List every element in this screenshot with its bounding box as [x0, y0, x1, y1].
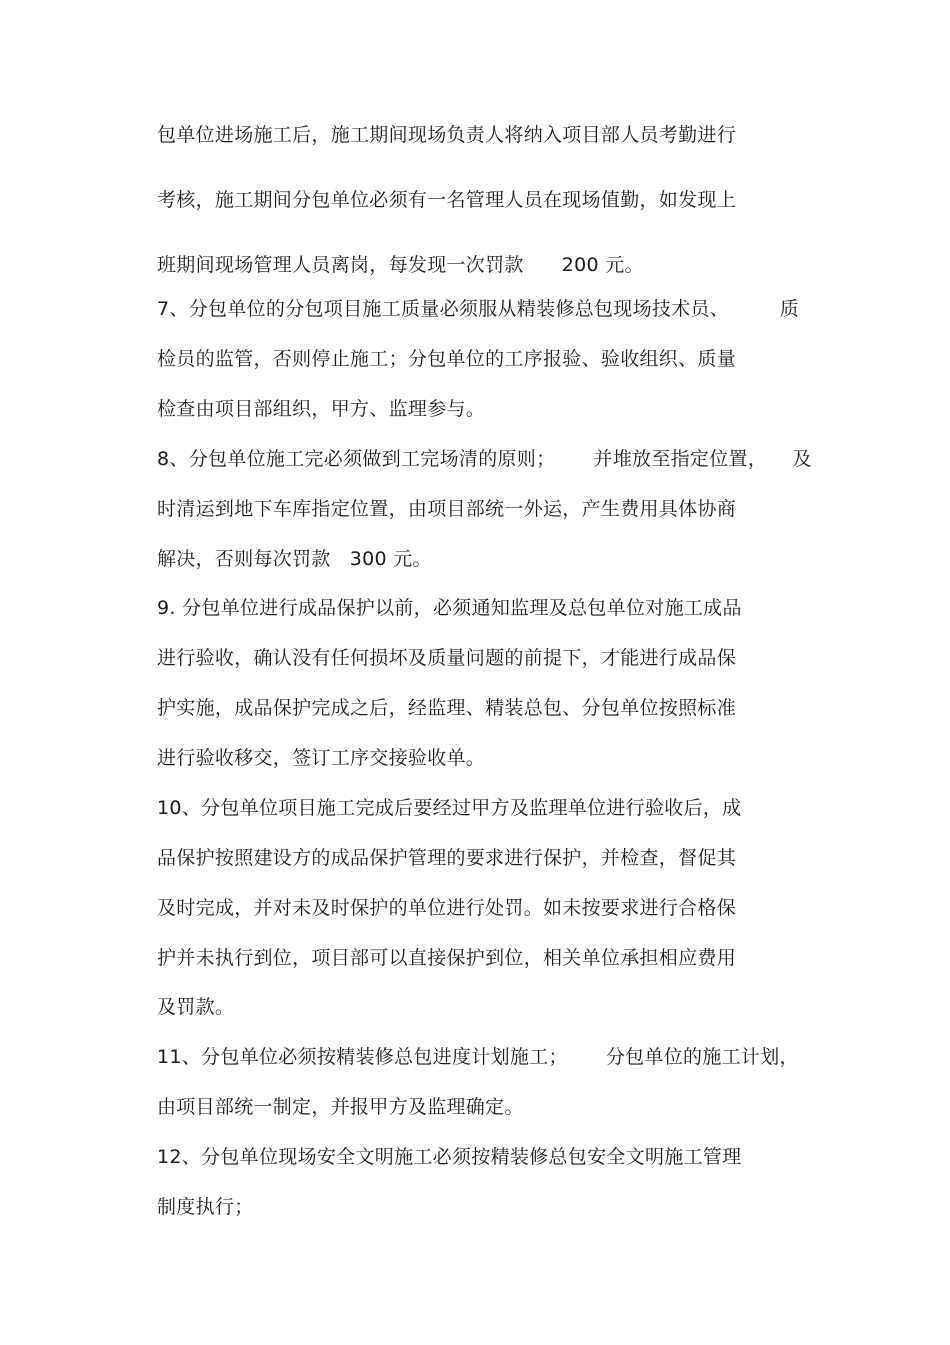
text-line: 检员的监管，否则停止施工；分包单位的工序报验、验收组织、质量 — [157, 348, 737, 370]
text-line: 及罚款。 — [157, 996, 235, 1018]
text-line: 及时完成，并对未及时保护的单位进行处罚。如未按要求进行合格保 — [157, 897, 737, 919]
text-line: 班期间现场管理人员离岗，每发现一次罚款 200 元。 — [157, 254, 644, 276]
text-line: 检查由项目部组织，甲方、监理参与。 — [157, 398, 486, 420]
text-line: 8、分包单位施工完必须做到工完场清的原则； 并堆放至指定位置， 及 — [157, 448, 812, 470]
text-line: 时清运到地下车库指定位置，由项目部统一外运，产生费用具体协商 — [157, 498, 737, 520]
text-line: 12、分包单位现场安全文明施工必须按精装修总包安全文明施工管理 — [157, 1146, 742, 1168]
text-line: 进行验收，确认没有任何损坏及质量问题的前提下，才能进行成品保 — [157, 647, 737, 669]
text-line: 包单位进场施工后，施工期间现场负责人将纳入项目部人员考勤进行 — [157, 124, 737, 146]
text-line: 制度执行； — [157, 1196, 254, 1218]
text-line: 护并未执行到位，项目部可以直接保护到位，相关单位承担相应费用 — [157, 947, 737, 969]
text-line: 由项目部统一制定，并报甲方及监理确定。 — [157, 1096, 524, 1118]
text-line: 护实施，成品保护完成之后，经监理、精装总包、分包单位按照标准 — [157, 697, 737, 719]
text-line: 10、分包单位项目施工完成后要经过甲方及监理单位进行验收后，成 — [157, 797, 742, 819]
text-line: 9. 分包单位进行成品保护以前，必须通知监理及总包单位对施工成品 — [157, 597, 742, 619]
text-line: 解决，否则每次罚款 300 元。 — [157, 548, 432, 570]
text-line: 品保护按照建设方的成品保护管理的要求进行保护，并检查，督促其 — [157, 847, 737, 869]
text-line: 7、分包单位的分包项目施工质量必须服从精装修总包现场技术员、 质 — [157, 298, 800, 320]
text-line: 11、分包单位必须按精装修总包进度计划施工； 分包单位的施工计划， — [157, 1046, 799, 1068]
text-line: 考核，施工期间分包单位必须有一名管理人员在现场值勤，如发现上 — [157, 189, 737, 211]
text-line: 进行验收移交，签订工序交接验收单。 — [157, 747, 486, 769]
